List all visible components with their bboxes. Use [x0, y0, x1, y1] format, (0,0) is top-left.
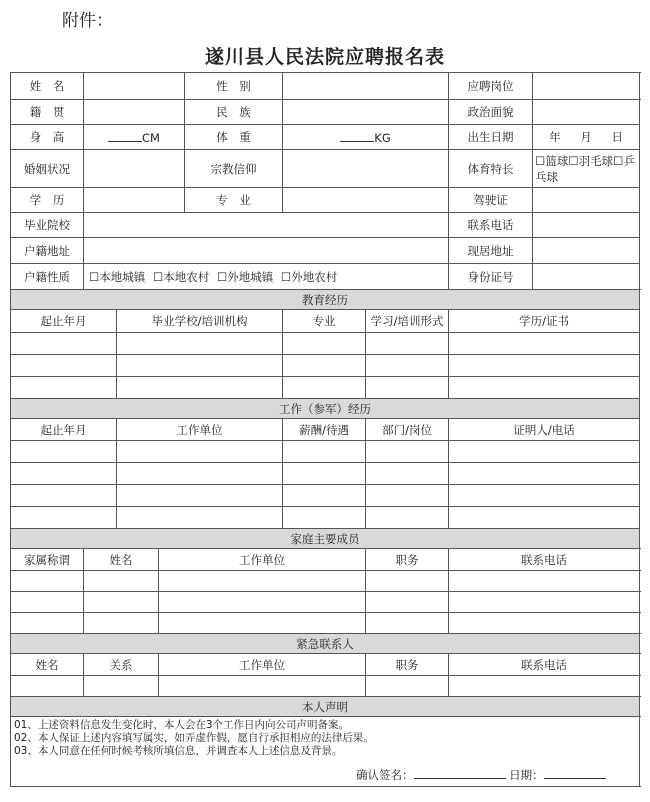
day-label: 日: [611, 130, 623, 144]
label-height: 身 高: [11, 125, 84, 150]
label-religion: 宗教信仰: [185, 150, 283, 188]
declaration-line-2: 02、本人保证上述内容填写属实，如弄虚作假，愿自行承担相应的法律后果。: [14, 732, 374, 744]
label-hukou-addr: 户籍地址: [11, 238, 84, 264]
section-emergency: 紧急联系人: [11, 634, 640, 654]
religion-field[interactable]: [283, 150, 449, 188]
label-residence: 现居地址: [449, 238, 533, 264]
ethnicity-field[interactable]: [283, 100, 449, 125]
edu-col-major: 专业: [283, 310, 366, 333]
political-field[interactable]: [533, 100, 640, 125]
signature-field[interactable]: [414, 767, 506, 779]
label-major: 专 业: [185, 188, 283, 213]
label-gender: 性 别: [185, 73, 283, 100]
hukou-addr-field[interactable]: [84, 238, 449, 264]
declaration-line-1: 01、上述资料信息发生变化时，本人会在3个工作日内向公司声明备案。: [14, 719, 350, 731]
emergency-col-relation: 关系: [84, 654, 159, 676]
work-col-period: 起止年月: [11, 419, 117, 441]
signature-line: [356, 767, 606, 782]
label-position: 应聘岗位: [449, 73, 533, 100]
registration-form: [10, 72, 640, 787]
label-phone: 联系电话: [449, 213, 533, 238]
birth-field[interactable]: [533, 125, 640, 150]
table-row: [11, 441, 640, 463]
family-col-phone: 联系电话: [449, 549, 640, 571]
table-row: [11, 333, 640, 355]
label-political: 政治面貌: [449, 100, 533, 125]
family-col-name: 姓名: [84, 549, 159, 571]
gender-field[interactable]: [283, 73, 449, 100]
label-ethnicity: 民 族: [185, 100, 283, 125]
label-origin: 籍 贯: [11, 100, 84, 125]
emergency-col-name: 姓名: [11, 654, 84, 676]
option-local-rural[interactable]: ☐本地农村: [152, 269, 210, 284]
table-row: [11, 507, 640, 529]
table-row: [11, 485, 640, 507]
edu-col-period: 起止年月: [11, 310, 117, 333]
residence-field[interactable]: [533, 238, 640, 264]
height-unit: CM: [142, 130, 160, 145]
phone-field[interactable]: [533, 213, 640, 238]
label-birth: 出生日期: [449, 125, 533, 150]
major-field[interactable]: [283, 188, 449, 213]
signature-label: 确认签名：: [356, 768, 414, 782]
work-col-dept: 部门/岗位: [366, 419, 449, 441]
label-weight: 体 重: [185, 125, 283, 150]
id-no-field[interactable]: [533, 264, 640, 290]
label-sports: 体育特长: [449, 150, 533, 188]
section-education: 教育经历: [11, 290, 640, 310]
year-label: 年: [549, 130, 561, 144]
option-local-urban[interactable]: ☐本地城镇: [89, 269, 146, 284]
table-row: [11, 377, 640, 399]
label-id-no: 身份证号: [449, 264, 533, 290]
label-name: 姓 名: [11, 73, 84, 100]
table-row: [11, 613, 640, 634]
option-nonlocal-rural[interactable]: ☐外地农村: [280, 269, 338, 284]
work-col-reference: 证明人/电话: [449, 419, 640, 441]
date-label: 日期：: [509, 768, 544, 782]
label-hukou-type: 户籍性质: [11, 264, 84, 290]
option-nonlocal-urban[interactable]: ☐外地城镇: [216, 269, 274, 284]
origin-field[interactable]: [84, 100, 185, 125]
height-field[interactable]: [84, 125, 185, 150]
date-field[interactable]: [544, 767, 606, 779]
school-field[interactable]: [84, 213, 449, 238]
emergency-col-employer: 工作单位: [159, 654, 366, 676]
edu-col-mode: 学习/培训形式: [366, 310, 449, 333]
form-title: 遂川县人民法院应聘报名表: [204, 46, 445, 68]
section-family: 家庭主要成员: [11, 529, 640, 549]
declaration-box: [11, 717, 640, 787]
position-field[interactable]: [533, 73, 640, 100]
work-col-salary: 薪酬/待遇: [283, 419, 366, 441]
emergency-col-title: 职务: [366, 654, 449, 676]
declaration-line-3: 03、本人同意在任何时候考核所填信息，并调查本人上述信息及背景。: [14, 745, 343, 757]
education-field[interactable]: [84, 188, 185, 213]
table-row: [11, 676, 640, 697]
label-marital: 婚姻状况: [11, 150, 84, 188]
edu-col-degree: 学历/证书: [449, 310, 640, 333]
emergency-col-phone: 联系电话: [449, 654, 640, 676]
label-license: 驾驶证: [449, 188, 533, 213]
table-row: [11, 463, 640, 485]
label-education: 学 历: [11, 188, 84, 213]
marital-field[interactable]: [84, 150, 185, 188]
family-col-employer: 工作单位: [159, 549, 366, 571]
section-work: 工作（参军）经历: [11, 399, 640, 419]
section-declaration: 本人声明: [11, 697, 640, 717]
family-col-title: 职务: [366, 549, 449, 571]
weight-unit: KG: [374, 130, 391, 145]
hukou-type-options: [84, 264, 449, 290]
table-row: [11, 571, 640, 592]
license-field[interactable]: [533, 188, 640, 213]
work-col-employer: 工作单位: [117, 419, 283, 441]
label-school: 毕业院校: [11, 213, 84, 238]
name-field[interactable]: [84, 73, 185, 100]
family-col-relation: 家属称谓: [11, 549, 84, 571]
attachment-label: 附件：: [62, 11, 113, 31]
month-label: 月: [580, 130, 592, 144]
table-row: [11, 592, 640, 613]
sports-options[interactable]: ☐篮球☐羽毛球☐乒乓球: [533, 150, 640, 188]
table-row: [11, 355, 640, 377]
weight-field[interactable]: [283, 125, 449, 150]
edu-col-school: 毕业学校/培训机构: [117, 310, 283, 333]
